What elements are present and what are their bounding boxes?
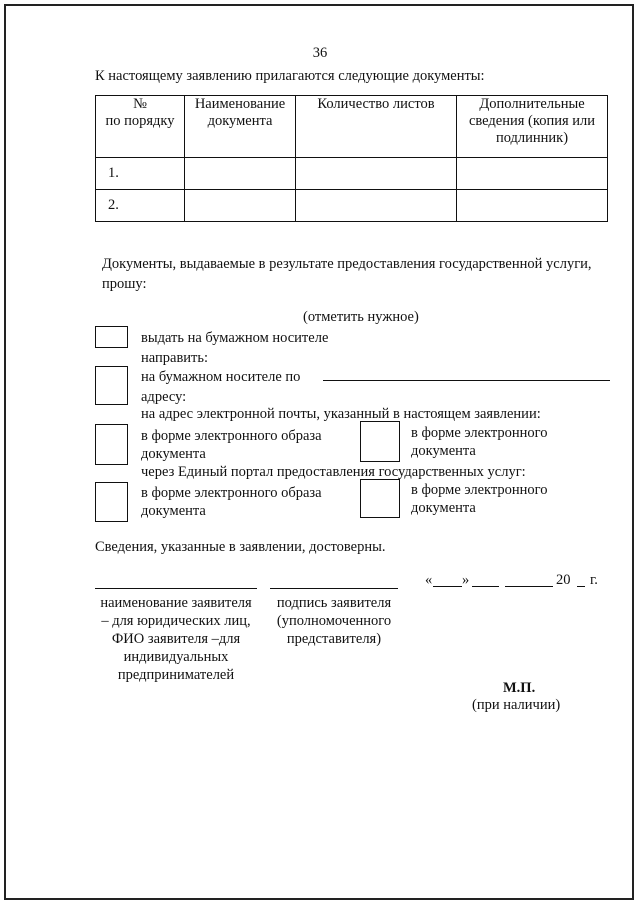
email-section-label: на адрес электронной почты, указанный в настоящем заявлении: [141, 406, 541, 422]
applicant-caption-4: индивидуальных [123, 649, 229, 665]
header-additional-info: Дополнительные сведения (копия или подлинник) [457, 96, 608, 158]
row-sheets-cell[interactable] [296, 158, 457, 190]
email-document-label-2: документа [411, 443, 476, 459]
checkbox-portal-image[interactable] [95, 482, 128, 522]
option-paper-address-label-2: адресу: [141, 389, 187, 405]
date-year-line[interactable] [577, 586, 585, 587]
table-row [96, 190, 608, 222]
attachments-intro: К настоящему заявлению прилагаются следующие документы: [95, 68, 485, 84]
date-day-line[interactable] [433, 586, 462, 587]
email-image-label-2: документа [141, 446, 206, 462]
email-document-label-1: в форме электронного [411, 425, 548, 441]
option-paper-label: выдать на бумажном носителе [141, 330, 329, 346]
option-paper-address-label-1: на бумажном носителе по [141, 369, 301, 385]
checkbox-portal-document[interactable] [360, 479, 400, 518]
row-info-cell[interactable] [457, 190, 608, 222]
applicant-caption-2: – для юридических лиц, [101, 613, 251, 629]
stamp-note: (при наличии) [472, 697, 561, 713]
date-month-line-1[interactable] [472, 586, 499, 587]
signature-line[interactable] [270, 588, 398, 589]
stamp-label: М.П. [503, 680, 536, 696]
date-open-quote: « [425, 572, 433, 588]
applicant-caption-1: наименование заявителя [100, 595, 252, 611]
row-info-cell[interactable] [457, 158, 608, 190]
table-header-row [96, 96, 608, 158]
checkbox-paper[interactable] [95, 326, 128, 348]
attachments-table [95, 95, 608, 222]
signature-caption-1: подпись заявителя [276, 595, 392, 611]
option-send-label: направить: [141, 350, 209, 366]
portal-image-label-1: в форме электронного образа [141, 485, 322, 501]
checkbox-email-image[interactable] [95, 424, 128, 465]
page-number: 36 [312, 45, 328, 61]
row-doc-name-cell[interactable] [185, 158, 296, 190]
signature-caption-3: представителя) [286, 631, 382, 647]
applicant-caption-5: предпринимателей [117, 667, 235, 683]
date-close-quote: » [462, 572, 470, 588]
address-input-line[interactable] [323, 380, 610, 381]
portal-document-label-2: документа [411, 500, 476, 516]
portal-section-label: через Единый портал предоставления государственных услуг: [141, 464, 526, 480]
applicant-name-line[interactable] [95, 588, 257, 589]
portal-image-label-2: документа [141, 503, 206, 519]
table-row [96, 158, 608, 190]
header-number: № по порядку [96, 96, 185, 158]
date-year-prefix: 20 [556, 572, 571, 588]
row-number: 2. [96, 190, 185, 222]
checkbox-paper-address[interactable] [95, 366, 128, 405]
date-year-suffix: г. [590, 572, 598, 588]
email-image-label-1: в форме электронного образа [141, 428, 322, 444]
checkbox-email-document[interactable] [360, 421, 400, 462]
portal-document-label-1: в форме электронного [411, 482, 548, 498]
row-sheets-cell[interactable] [296, 190, 457, 222]
mark-note: (отметить нужное) [303, 309, 419, 325]
header-doc-name: Наименование документа [185, 96, 296, 158]
applicant-caption-3: ФИО заявителя –для [111, 631, 241, 647]
row-doc-name-cell[interactable] [185, 190, 296, 222]
date-month-line-2[interactable] [505, 586, 553, 587]
results-text-line1: Документы, выдаваемые в результате предоставления государственной услуги, [102, 256, 592, 272]
header-sheet-count: Количество листов [296, 96, 457, 158]
results-text-line2: прошу: [102, 276, 147, 292]
reliability-statement: Сведения, указанные в заявлении, достоверны. [95, 539, 386, 555]
row-number: 1. [96, 158, 185, 190]
signature-caption-2: (уполномоченного [276, 613, 392, 629]
